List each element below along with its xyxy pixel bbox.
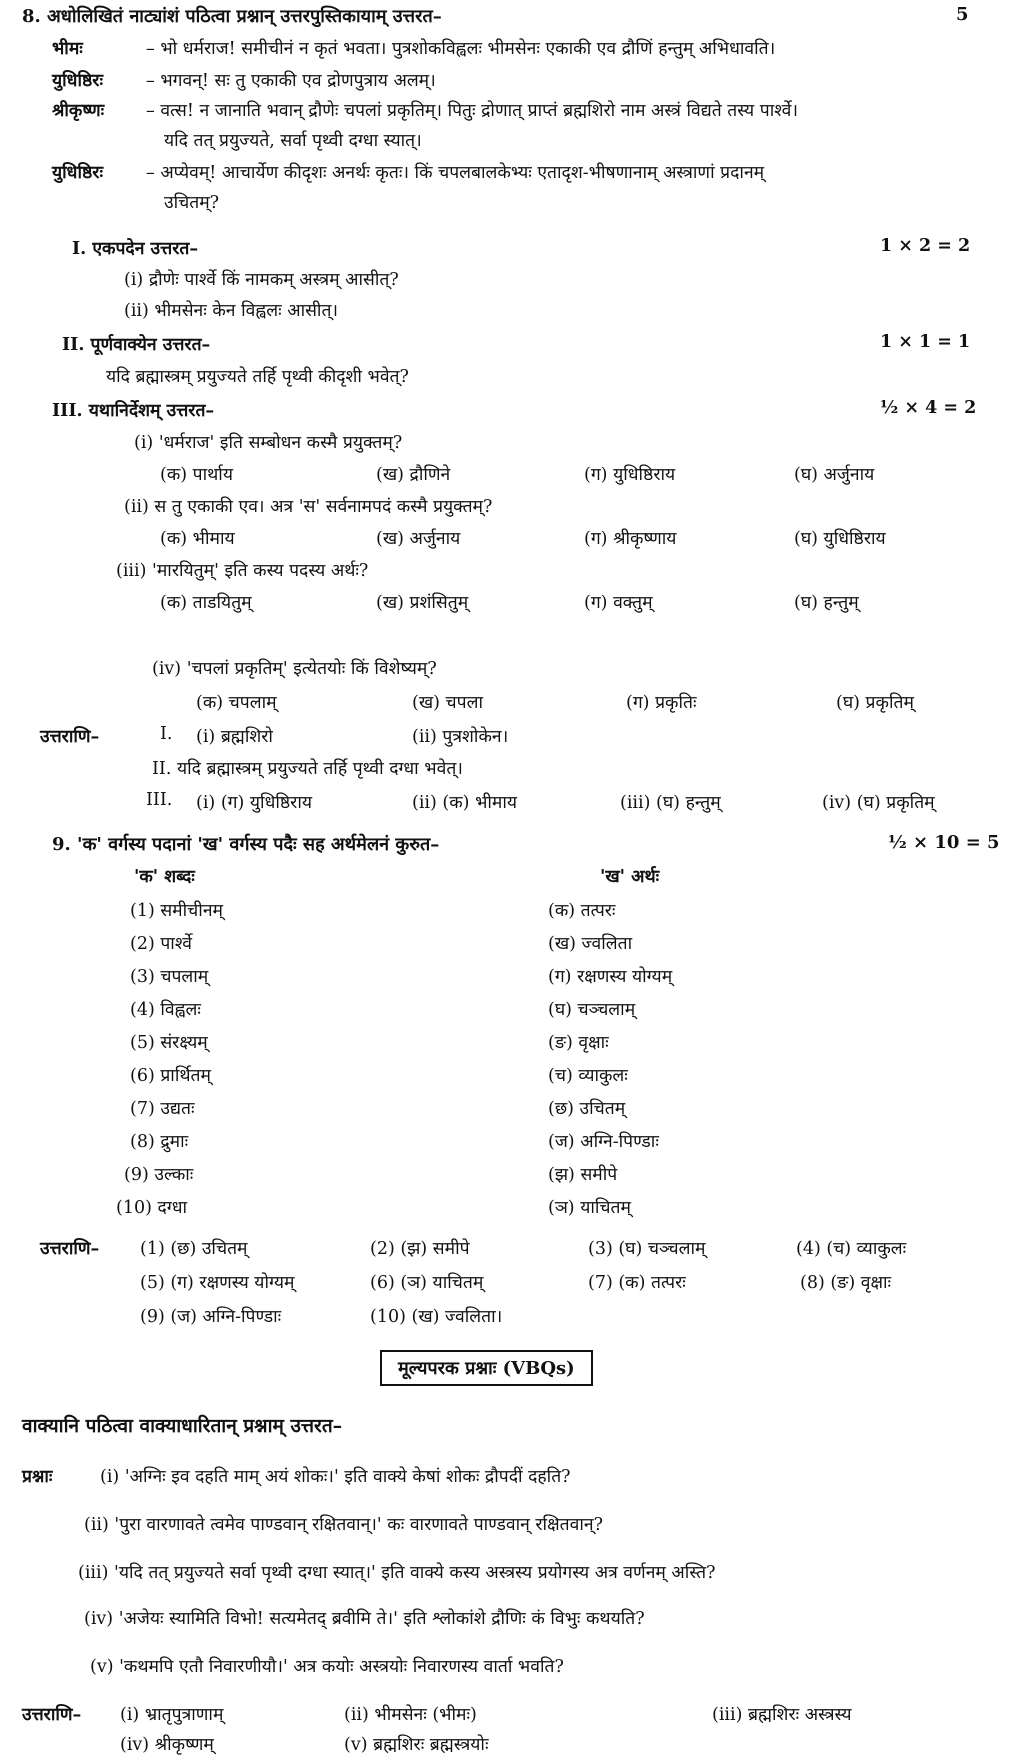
vbq-question: (iii) 'यदि तत् प्रयुज्यते सर्वा पृथ्वी दग्धा स्यात्।' इति वाक्ये कस्य अस्त्रस्य प्रयोगस्य अत्र वर्णनम् अस्ति?	[78, 1563, 716, 1583]
list-item: (ञ) याचितम्	[548, 1198, 631, 1218]
part2-marks: 1 × 1 = 1	[880, 332, 971, 352]
list-item: (झ) समीपे	[548, 1165, 618, 1185]
speaker-krishna: श्रीकृष्णः	[52, 101, 105, 121]
list-item: (10) दग्धा	[116, 1198, 187, 1218]
dialogue-line: उचितम्?	[164, 193, 220, 213]
answer-item: (6) (ञ) याचितम्	[370, 1273, 484, 1293]
list-item: (4) विह्वलः	[130, 1000, 201, 1020]
list-item: (ग) रक्षणस्य योग्यम्	[548, 967, 673, 987]
vbq-question: (v) 'कथमपि एतौ निवारणीयौ।' अत्र कयोः अस्त्रयोः निवारणस्य वार्ता भवति?	[90, 1657, 564, 1677]
answer-item: (ii) पुत्रशोकेन।	[412, 727, 509, 747]
part1-title: I. एकपदेन उत्तरत–	[72, 239, 199, 259]
vbq-question: (iv) 'अजेयः स्यामिति विभो! सत्यमेतद् ब्रवीमि ते।' इति श्लोकांशे द्रौणिः कं विभुः कथयति?	[84, 1609, 645, 1629]
part1-item: (i) द्रौणेः पार्श्वे किं नामकम् अस्त्रम् आसीत्?	[124, 270, 399, 290]
mcq-option: (ग) वक्तुम्	[584, 593, 653, 613]
col-a-title: 'क' शब्दः	[134, 867, 195, 887]
list-item: (1) समीचीनम्	[130, 901, 224, 921]
mcq-option: (ग) प्रकृतिः	[626, 693, 697, 713]
answer-item: (3) (घ) चञ्चलाम्	[588, 1239, 706, 1259]
vbq-question: (i) 'अग्निः इव दहति माम् अयं शोकः।' इति वाक्ये केषां शोकः द्रौपदीं दहति?	[100, 1467, 571, 1487]
list-item: (8) द्रुमाः	[130, 1132, 189, 1152]
mcq-question: (ii) स तु एकाकी एव। अत्र 'स' सर्वनामपदं कस्मै प्रयुक्तम्?	[124, 497, 493, 517]
answer-item: (v) ब्रह्मशिरः ब्रह्मस्त्रयोः	[344, 1735, 489, 1755]
list-item: (घ) चञ्चलाम्	[548, 1000, 636, 1020]
q9-marks: ½ × 10 = 5	[888, 832, 1000, 853]
answer-item: (iv) श्रीकृष्णम्	[120, 1735, 214, 1755]
answer-item: (10) (ख) ज्वलिता।	[370, 1307, 503, 1327]
q9-heading: 9. 'क' वर्गस्य पदानां 'ख' वर्गस्य पदैः सह अर्थमेलनं कुरुत–	[52, 834, 440, 855]
part2-title: II. पूर्णवाक्येन उत्तरत–	[62, 335, 211, 355]
mcq-question: (iii) 'मारयितुम्' इति कस्य पदस्य अर्थः?	[116, 561, 369, 581]
q8-marks: 5	[956, 4, 969, 25]
list-item: (2) पार्श्वे	[130, 934, 192, 954]
vbq-instruction: वाक्यानि पठित्वा वाक्याधारितान् प्रश्नाम् उत्तरत–	[22, 1415, 343, 1437]
answer-item: (i) भ्रातृपुत्राणाम्	[120, 1705, 224, 1725]
answer-item: (4) (च) व्याकुलः	[796, 1239, 907, 1259]
answers-label: उत्तराणि–	[40, 1239, 100, 1259]
part1-item: (ii) भीमसेनः केन विह्वलः आसीत्।	[124, 301, 339, 321]
dialogue-line: – भो धर्मराज! समीचीनं न कृतं भवता। पुत्रशोकविह्वलः भीमसेनः एकाकी एव द्रौणिं हन्तुम् अभिधावति।	[146, 39, 776, 59]
answers-label: उत्तराणि–	[22, 1705, 82, 1725]
speaker-yudhishthira: युधिष्ठिरः	[52, 163, 103, 183]
dialogue-line: – वत्स! न जानाति भवान् द्रौणेः चपलां प्रकृतिम्। पितुः द्रोणात् प्राप्तं ब्रह्मशिरो नाम अस्त्रं विद्यते तस्य पार्श्वे।	[146, 101, 799, 121]
speaker-yudhishthira: युधिष्ठिरः	[52, 71, 103, 91]
part3-marks: ½ × 4 = 2	[880, 398, 977, 418]
answer-item: (5) (ग) रक्षणस्य योग्यम्	[140, 1273, 295, 1293]
answer-item: I.	[160, 724, 173, 744]
part2-item: यदि ब्रह्मास्त्रम् प्रयुज्यते तर्हि पृथ्वी कीदृशी भवेत्?	[106, 367, 409, 387]
mcq-option: (क) ताडयितुम्	[160, 593, 252, 613]
mcq-option: (ग) युधिष्ठिराय	[584, 465, 676, 485]
answer-item: (2) (झ) समीपे	[370, 1239, 470, 1259]
vbq-questions-label: प्रश्नाः	[22, 1467, 53, 1487]
mcq-option: (क) पार्थाय	[160, 465, 233, 485]
answer-item: (iv) (घ) प्रकृतिम्	[822, 793, 935, 813]
list-item: (क) तत्परः	[548, 901, 616, 921]
dialogue-line: – भगवन्! सः तु एकाकी एव द्रोणपुत्राय अलम्।	[146, 71, 436, 91]
q8-heading: 8. अधोलिखितं नाट्यांशं पठित्वा प्रश्नान् उत्तरपुस्तिकायाम् उत्तरत–	[22, 6, 442, 27]
answer-item: (9) (ज) अग्नि-पिण्डाः	[140, 1307, 282, 1327]
vbq-title-box: मूल्यपरक प्रश्नाः (VBQs)	[380, 1350, 593, 1386]
answer-item: III.	[146, 790, 173, 810]
answer-item: (8) (ङ) वृक्षाः	[800, 1273, 892, 1293]
dialogue-line: यदि तत् प्रयुज्यते, सर्वा पृथ्वी दग्धा स्यात्।	[164, 131, 422, 151]
mcq-option: (ख) चपला	[412, 693, 483, 713]
list-item: (3) चपलाम्	[130, 967, 209, 987]
mcq-option: (घ) प्रकृतिम्	[836, 693, 914, 713]
answer-item: (1) (छ) उचितम्	[140, 1239, 248, 1259]
answer-item: (iii) (घ) हन्तुम्	[620, 793, 721, 813]
list-item: (ङ) वृक्षाः	[548, 1033, 609, 1053]
mcq-option: (क) चपलाम्	[196, 693, 277, 713]
list-item: (ज) अग्नि-पिण्डाः	[548, 1132, 659, 1152]
list-item: (ख) ज्वलिता	[548, 934, 633, 954]
answer-item: II. यदि ब्रह्मास्त्रम् प्रयुज्यते तर्हि पृथ्वी दग्धा भवेत्।	[152, 759, 463, 779]
part1-marks: 1 × 2 = 2	[880, 236, 971, 256]
mcq-option: (क) भीमाय	[160, 529, 235, 549]
list-item: (6) प्रार्थितम्	[130, 1066, 211, 1086]
col-b-title: 'ख' अर्थः	[600, 867, 660, 887]
list-item: (च) व्याकुलः	[548, 1066, 628, 1086]
answer-item: (i) ब्रह्मशिरो	[196, 727, 273, 747]
dialogue-line: – अप्येवम्! आचार्येण कीदृशः अनर्थः कृतः। किं चपलबालकेभ्यः एतादृश-भीषणानाम् अस्त्राणां प्रदानम्	[146, 163, 765, 183]
mcq-option: (ख) द्रौणिने	[376, 465, 451, 485]
mcq-question: (iv) 'चपलां प्रकृतिम्' इत्येतयोः किं विशेष्यम्?	[152, 659, 437, 679]
list-item: (7) उद्यतः	[130, 1099, 195, 1119]
mcq-option: (घ) अर्जुनाय	[794, 465, 875, 485]
speaker-bhima: भीमः	[52, 39, 83, 59]
list-item: (5) संरक्ष्यम्	[130, 1033, 208, 1053]
answer-item: (i) (ग) युधिष्ठिराय	[196, 793, 313, 813]
list-item: (छ) उचितम्	[548, 1099, 626, 1119]
mcq-option: (ग) श्रीकृष्णाय	[584, 529, 677, 549]
mcq-option: (ख) अर्जुनाय	[376, 529, 461, 549]
part3-title: III. यथानिर्देशम् उत्तरत–	[52, 401, 215, 421]
list-item: (9) उल्काः	[124, 1165, 194, 1185]
mcq-option: (ख) प्रशंसितुम्	[376, 593, 469, 613]
answer-item: (iii) ब्रह्मशिरः अस्त्रस्य	[712, 1705, 852, 1725]
mcq-question: (i) 'धर्मराज' इति सम्बोधन कस्मै प्रयुक्तम्?	[134, 433, 403, 453]
mcq-option: (घ) युधिष्ठिराय	[794, 529, 886, 549]
answer-item: (ii) (क) भीमाय	[412, 793, 518, 813]
mcq-option: (घ) हन्तुम्	[794, 593, 859, 613]
answer-item: (7) (क) तत्परः	[588, 1273, 686, 1293]
answers-label: उत्तराणि–	[40, 727, 100, 747]
answer-item: (ii) भीमसेनः (भीमः)	[344, 1705, 477, 1725]
vbq-question: (ii) 'पुरा वारणावते त्वमेव पाण्डवान् रक्षितवान्।' कः वारणावते पाण्डवान् रक्षितवान्?	[84, 1515, 603, 1535]
